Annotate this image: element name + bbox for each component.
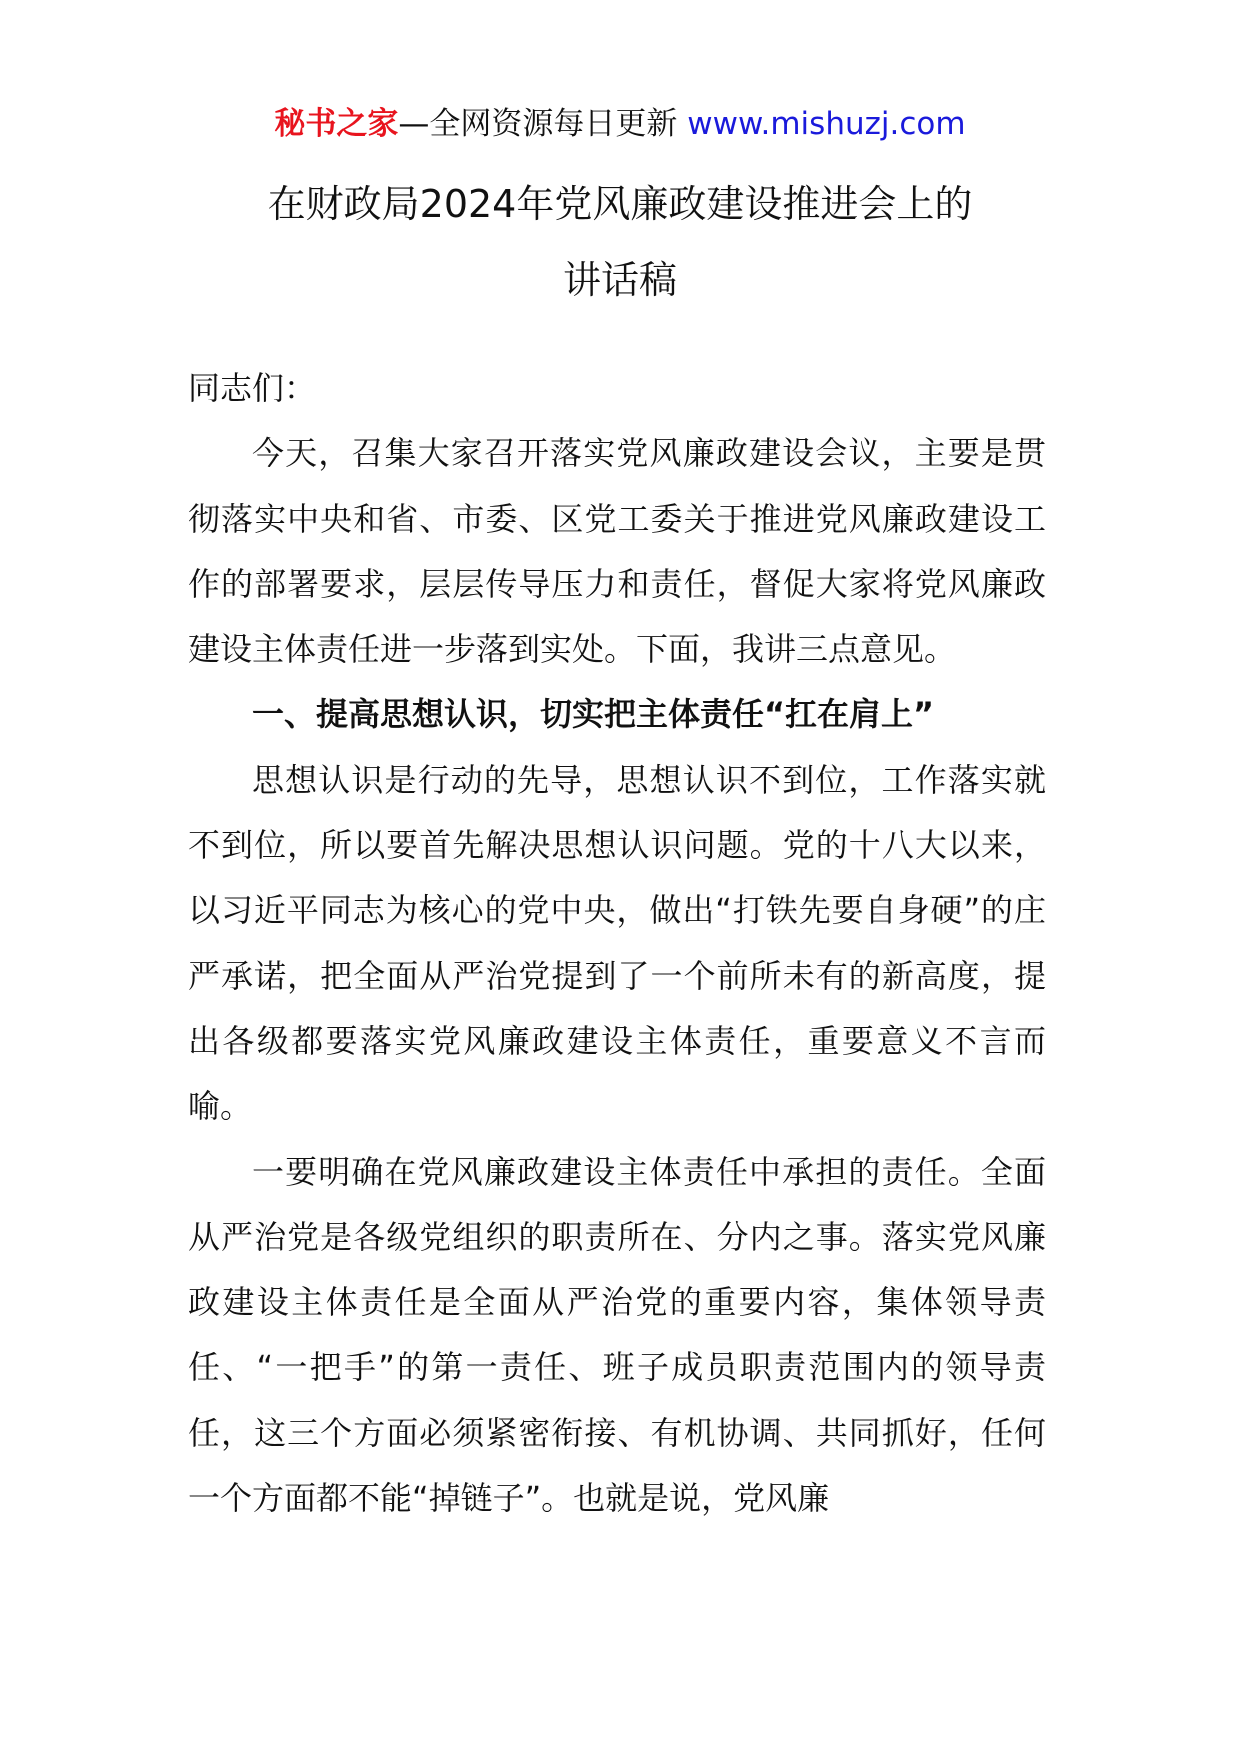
salutation: 同志们： xyxy=(188,369,317,407)
banner-tagline: —全网资源每日更新 xyxy=(398,106,688,142)
title-line-2: 讲话稿 xyxy=(562,258,677,302)
brand-name: 秘书之家 xyxy=(274,106,399,142)
paragraph-intro: 今天，召集大家召开落实党风廉政建设会议，主要是贯彻落实中央和省、市委、区党工委关于推进党风廉政建设工作的部署要求，层层传导压力和责任，督促大家将党风廉政建设主体责任进一步落到实处。下面，我讲三点意见。 xyxy=(188,434,1046,669)
watermark-banner xyxy=(0,104,1240,144)
document-body xyxy=(188,356,1046,1531)
banner-url[interactable]: www.mishuzj.com xyxy=(687,106,966,142)
paragraph-thinking: 思想认识是行动的先导，思想认识不到位，工作落实就不到位，所以要首先解决思想认识问题。党的十八大以来，以习近平同志为核心的党中央，做出“打铁先要自身硬”的庄严承诺，把全面从严治党提到了一个前所未有的新高度，提出各级都要落实党风廉政建设主体责任，重要意义不言而喻。 xyxy=(188,760,1046,1126)
document-title xyxy=(0,166,1240,318)
section-heading-1: 一、提高思想认识，切实把主体责任“扛在肩上” xyxy=(252,695,935,734)
title-line-1: 在财政局2024年党风廉政建设推进会上的 xyxy=(267,182,973,226)
paragraph-responsibility: 一要明确在党风廉政建设主体责任中承担的责任。全面从严治党是各级党组织的职责所在、分内之事。落实党风廉政建设主体责任是全面从严治党的重要内容，集体领导责任、“一把手”的第一责任、班子成员职责范围内的领导责任，这三个方面必须紧密衔接、有机协调、共同抓好，任何一个方面都不能“掉链子”。也就是说，党风廉 xyxy=(188,1152,1046,1518)
